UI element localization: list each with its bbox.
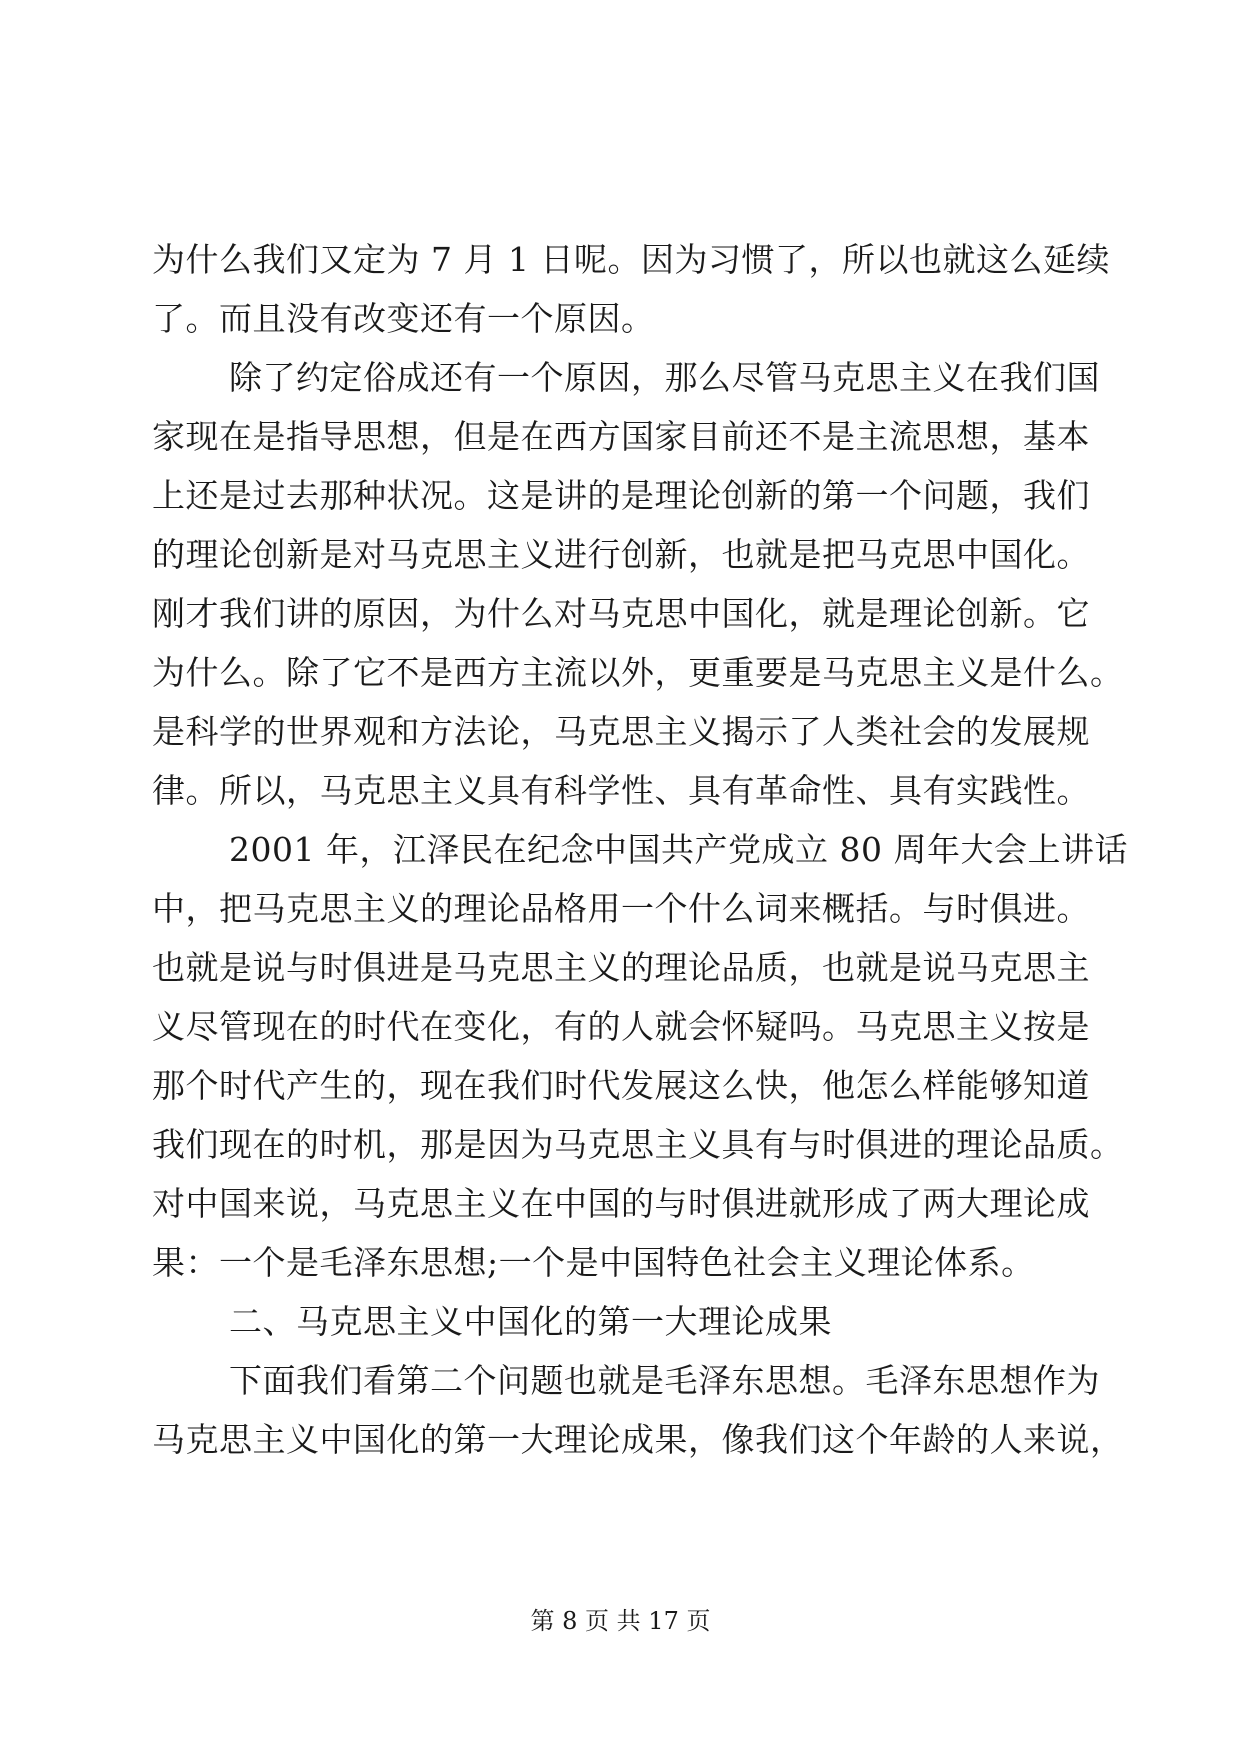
section-heading: 二、马克思主义中国化的第一大理论成果 (229, 1302, 832, 1341)
text-line: 义尽管现在的时代在变化，有的人就会怀疑吗。马克思主义按是 (152, 1007, 1090, 1046)
text-line: 对中国来说，马克思主义在中国的与时俱进就形成了两大理论成 (152, 1184, 1090, 1223)
text-line: 为什么我们又定为 7 月 1 日呢。因为习惯了，所以也就这么延续 (152, 240, 1110, 279)
page-number-footer: 第 8 页 共 17 页 (530, 1607, 711, 1635)
text-line: 的理论创新是对马克思主义进行创新，也就是把马克思中国化。 (152, 535, 1090, 574)
paragraph-start-line: 除了约定俗成还有一个原因，那么尽管马克思主义在我们国 (229, 358, 1100, 397)
text-line: 中，把马克思主义的理论品格用一个什么词来概括。与时俱进。 (152, 889, 1090, 928)
text-line: 为什么。除了它不是西方主流以外，更重要是马克思主义是什么。 (152, 653, 1124, 692)
text-line: 那个时代产生的，现在我们时代发展这么快，他怎么样能够知道 (152, 1066, 1090, 1105)
paragraph-start-line: 2001 年，江泽民在纪念中国共产党成立 80 周年大会上讲话 (229, 830, 1128, 869)
text-line: 马克思主义中国化的第一大理论成果，像我们这个年龄的人来说， (152, 1420, 1124, 1459)
text-line: 上还是过去那种状况。这是讲的是理论创新的第一个问题，我们 (152, 476, 1090, 515)
text-line: 刚才我们讲的原因，为什么对马克思中国化，就是理论创新。它 (152, 594, 1090, 633)
text-line: 律。所以，马克思主义具有科学性、具有革命性、具有实践性。 (152, 771, 1090, 810)
text-line: 我们现在的时机，那是因为马克思主义具有与时俱进的理论品质。 (152, 1125, 1124, 1164)
text-line: 也就是说与时俱进是马克思主义的理论品质，也就是说马克思主 (152, 948, 1090, 987)
text-line: 是科学的世界观和方法论，马克思主义揭示了人类社会的发展规 (152, 712, 1090, 751)
paragraph-start-line: 下面我们看第二个问题也就是毛泽东思想。毛泽东思想作为 (229, 1361, 1100, 1400)
text-line: 家现在是指导思想，但是在西方国家目前还不是主流思想，基本 (152, 417, 1090, 456)
body-text (152, 230, 1128, 1469)
text-line: 了。而且没有改变还有一个原因。 (152, 299, 655, 338)
text-line: 果：一个是毛泽东思想;一个是中国特色社会主义理论体系。 (152, 1243, 1035, 1282)
